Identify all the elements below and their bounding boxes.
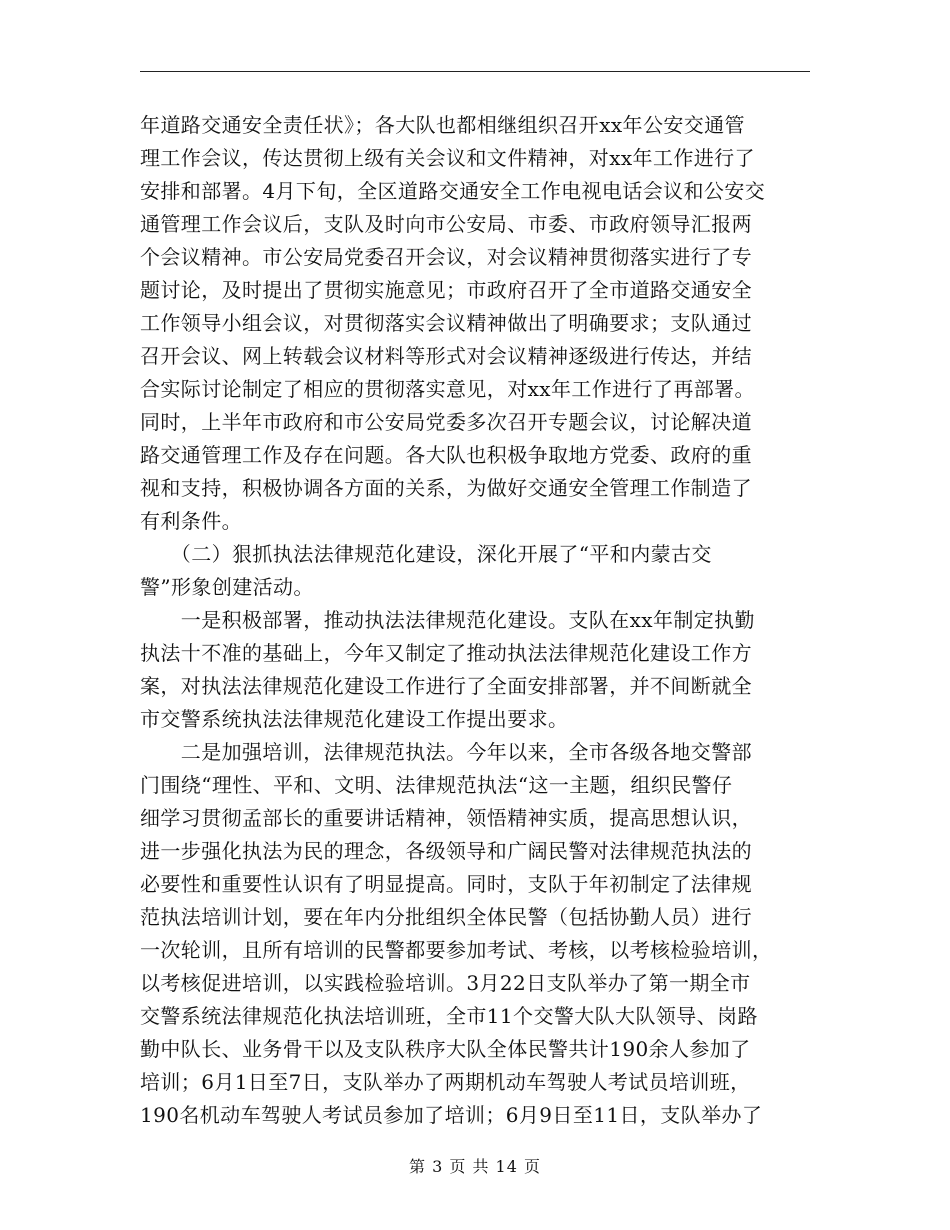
text-line: 有利条件。 — [140, 509, 242, 533]
section-heading-line: 警”形象创建活动。 — [140, 575, 314, 599]
text-line: 进一步强化执法为民的理念，各级领导和广阔民警对法律规范执法的 — [140, 839, 752, 863]
text-line: 工作领导小组会议，对贯彻落实会议精神做出了明确要求；支队通过 — [140, 311, 752, 335]
text-line: 范执法培训计划，要在年内分批组织全体民警（包括协勤人员）进行 — [140, 905, 752, 929]
text-line: 题讨论，及时提出了贯彻实施意见；市政府召开了全市道路交通安全 — [140, 278, 752, 302]
text-line: 一次轮训，且所有培训的民警都要参加考试、考核，以考核检验培训， — [140, 938, 773, 962]
page-footer — [0, 1154, 950, 1177]
text-line: 合实际讨论制定了相应的贯彻落实意见，对xx年工作进行了再部署。 — [140, 377, 755, 401]
header-rule — [140, 71, 810, 72]
page-number-label: 第 3 页 共 14 页 — [409, 1157, 541, 1176]
text-line: 细学习贯彻孟部长的重要讲话精神，领悟精神实质，提高思想认识， — [140, 806, 752, 830]
text-line: 安排和部署。4月下旬，全区道路交通安全工作电视电话会议和公安交 — [140, 179, 766, 203]
text-line: 以考核促进培训，以实践检验培训。3月22日支队举办了第一期全市 — [140, 971, 751, 995]
text-line: 二是加强培训，法律规范执法。今年以来，全市各级各地交警部 — [140, 740, 752, 764]
text-line: 召开会议、网上转载会议材料等形式对会议精神逐级进行传达，并结 — [140, 344, 752, 368]
text-line: 市交警系统执法法律规范化建设工作提出要求。 — [140, 707, 569, 731]
text-line: 执法十不准的基础上，今年又制定了推动执法法律规范化建设工作方 — [140, 641, 752, 665]
text-line: 通管理工作会议后，支队及时向市公安局、市委、市政府领导汇报两 — [140, 212, 752, 236]
text-line: 理工作会议，传达贯彻上级有关会议和文件精神，对xx年工作进行了 — [140, 146, 755, 170]
text-line: 必要性和重要性认识有了明显提高。同时，支队于年初制定了法律规 — [140, 872, 752, 896]
text-line: 勤中队长、业务骨干以及支队秩序大队全体民警共计190余人参加了 — [140, 1037, 751, 1061]
text-line: 一是积极部署，推动执法法律规范化建设。支队在xx年制定执勤 — [140, 608, 755, 632]
text-line: 案，对执法法律规范化建设工作进行了全面安排部署，并不间断就全 — [140, 674, 752, 698]
section-heading-line: （二）狠抓执法法律规范化建设，深化开展了“平和内蒙古交 — [140, 542, 712, 566]
text-line: 190名机动车驾驶人考试员参加了培训；6月9日至11日，支队举办了 — [140, 1103, 763, 1127]
page-body — [140, 109, 810, 1132]
text-line: 同时，上半年市政府和市公安局党委多次召开专题会议，讨论解决道 — [140, 410, 752, 434]
text-line: 年道路交通安全责任状》；各大队也都相继组织召开xx年公安交通管 — [140, 113, 745, 137]
text-line: 交警系统法律规范化执法培训班，全市11个交警大队大队领导、岗路 — [140, 1004, 758, 1028]
text-line: 门围绕“理性、平和、文明、法律规范执法“这一主题，组织民警仔 — [140, 773, 733, 797]
text-line: 培训；6月1日至7日，支队举办了两期机动车驾驶人考试员培训班， — [140, 1070, 751, 1094]
text-line: 个会议精神。市公安局党委召开会议，对会议精神贯彻落实进行了专 — [140, 245, 752, 269]
text-line: 视和支持，积极协调各方面的关系，为做好交通安全管理工作制造了 — [140, 476, 752, 500]
text-line: 路交通管理工作及存在问题。各大队也积极争取地方党委、政府的重 — [140, 443, 752, 467]
